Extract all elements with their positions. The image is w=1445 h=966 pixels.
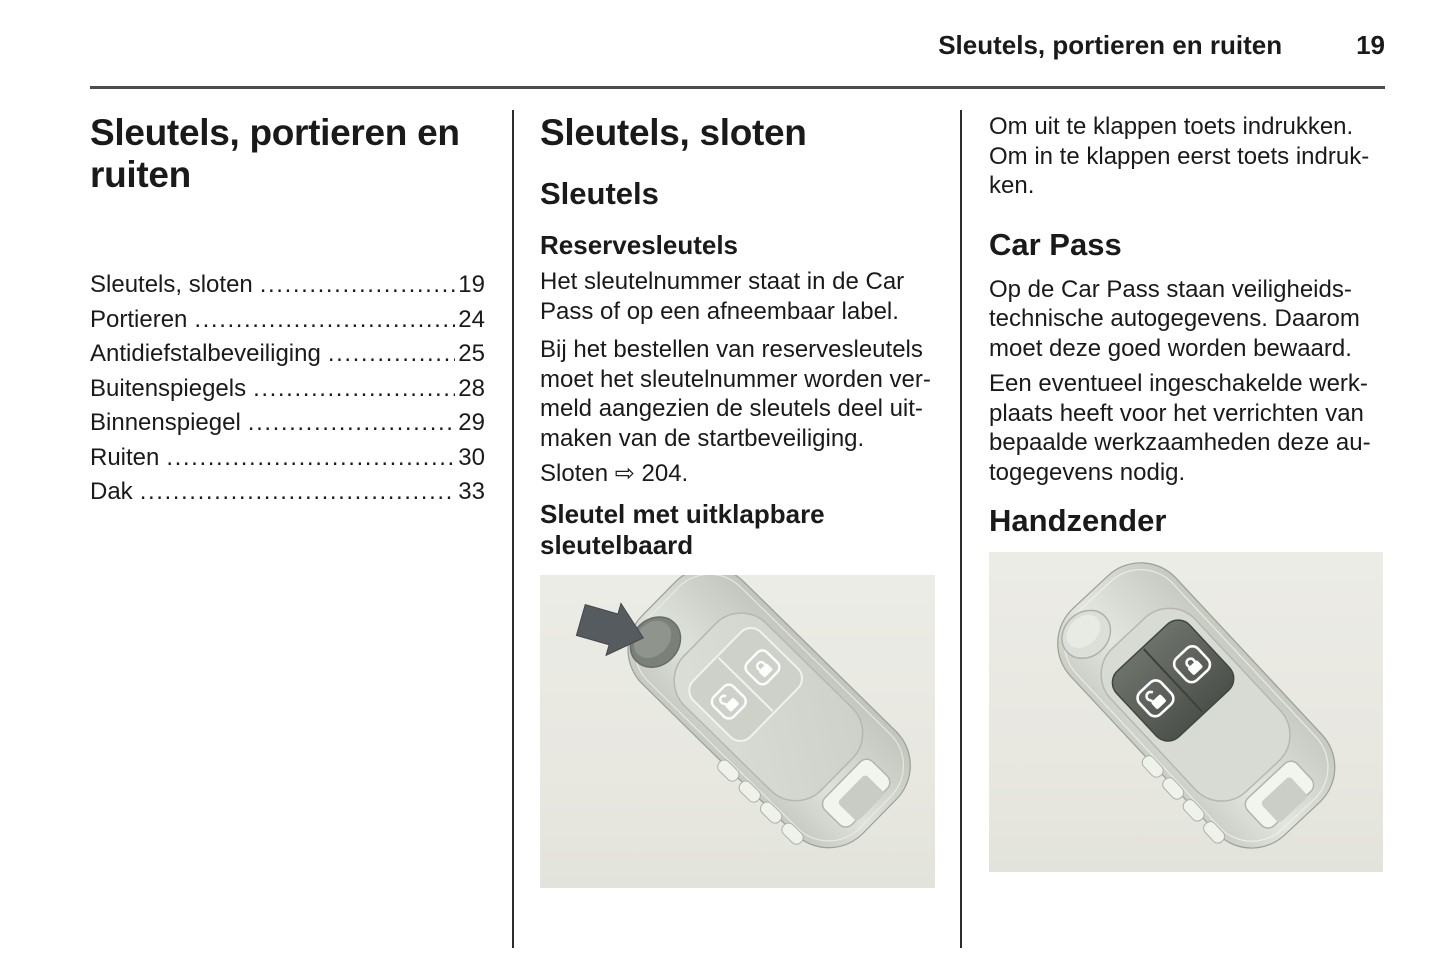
toc-page-number: 29	[458, 409, 485, 436]
toc-entry	[90, 441, 485, 476]
toc-entry	[90, 303, 485, 338]
flip-key-image	[540, 575, 935, 888]
running-title: Sleutels, portieren en ruiten	[938, 30, 1283, 60]
toc-entry	[90, 406, 485, 441]
toc-label: Buitenspiegels	[90, 374, 247, 402]
remote-key-figure	[989, 552, 1385, 872]
column-divider-right	[960, 110, 962, 948]
toc-label: Dak	[90, 478, 133, 505]
topic-title-flip-key: Sleutel met uitklapbare sleutelbaard	[540, 498, 825, 560]
subsection-title-handzender: Handzender	[989, 503, 1167, 538]
toc-page-number: 25	[458, 340, 485, 367]
flip-key-figure	[540, 575, 935, 888]
toc-entry	[90, 372, 485, 407]
toc-entry	[90, 475, 485, 510]
remote-key-image	[989, 552, 1383, 872]
toc-dot-leader	[194, 303, 455, 338]
toc-entry	[90, 268, 485, 303]
cross-reference: Sloten ⇨ 204.	[540, 460, 689, 487]
paragraph: Bij het bestellen van reservesleutels moet het sleutelnummer worden ver- meld aangezien de sleutels deel uit- maken van de startbeveiliging.	[540, 336, 931, 452]
toc-dot-leader	[140, 475, 456, 510]
chapter-title: Sleutels, portieren en ruiten	[90, 112, 460, 195]
topic-title-reservesleutels: Reservesleutels	[540, 230, 739, 260]
toc-dot-leader	[166, 441, 455, 476]
toc-dot-leader	[328, 337, 455, 372]
paragraph: Om uit te klappen toets indrukken. Om in te klappen eerst toets indruk- ken.	[989, 113, 1370, 199]
toc-label: Sleutels, sloten	[90, 271, 253, 298]
paragraph: Een eventueel ingeschakelde werk- plaats heeft voor het verrichten van bepaalde werkzaamheden deze au- togegevens nodig.	[989, 370, 1371, 486]
paragraph: Op de Car Pass staan veiligheids- technische autogegevens. Daarom moet deze goed worden bewaard.	[989, 275, 1360, 362]
left-column	[90, 112, 485, 510]
toc-label: Binnenspiegel	[90, 409, 241, 436]
section-title: Sleutels, sloten	[540, 112, 807, 153]
column-divider-left	[512, 110, 514, 948]
toc-page-number: 28	[458, 374, 485, 402]
toc-dot-leader	[248, 406, 456, 441]
page-number: 19	[1356, 30, 1385, 60]
header-rule	[90, 86, 1385, 89]
right-column	[989, 112, 1385, 872]
toc-label: Antidiefstalbeveiliging	[90, 340, 321, 367]
toc-entry	[90, 337, 485, 372]
page-header	[938, 30, 1385, 61]
toc-page-number: 30	[458, 443, 485, 471]
middle-column	[540, 112, 935, 888]
table-of-contents	[90, 268, 485, 510]
subsection-title-sleutels: Sleutels	[540, 176, 659, 211]
toc-dot-leader	[260, 268, 456, 303]
toc-page-number: 33	[458, 478, 485, 505]
paragraph: Het sleutelnummer staat in de Car Pass of op een afneembaar label.	[540, 268, 905, 325]
toc-dot-leader	[253, 372, 455, 407]
toc-label: Portieren	[90, 305, 188, 333]
toc-page-number: 24	[458, 305, 485, 333]
subsection-title-car-pass: Car Pass	[989, 226, 1122, 262]
toc-label: Ruiten	[90, 443, 160, 471]
toc-page-number: 19	[458, 271, 485, 298]
